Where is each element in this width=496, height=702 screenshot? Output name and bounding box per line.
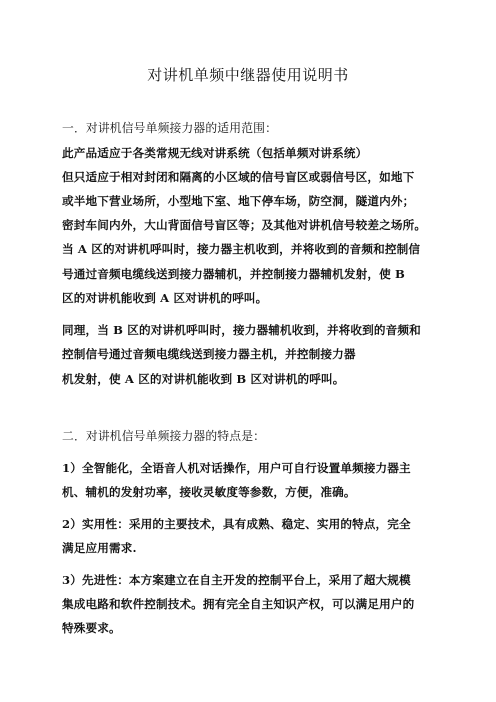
section1-line: 同理，当 B 区的对讲机呼叫时，接力器辅机收到，并将收到的音频和	[62, 323, 421, 337]
section1-line: 当 A 区的对讲机呼叫时，接力器主机收到，并将收到的音频和控制信	[62, 242, 421, 256]
section1-line: 机发射，使 A 区的对讲机能收到 B 区对讲机的呼叫。	[62, 372, 345, 386]
section2-line: 满足应用需求.	[62, 541, 137, 555]
section2-line: 机、辅机的发射功率，接收灵敏度等参数，方便，准确。	[62, 485, 356, 499]
section1-heading: 一．对讲机信号单频接力器的适用范围：	[62, 121, 278, 135]
section1-line: 区的对讲机能收到 A 区对讲机的呼叫。	[62, 291, 268, 305]
section2-heading: 二．对讲机信号单频接力器的特点是：	[62, 429, 266, 443]
section1-line: 控制信号通过音频电缆线送到接力器主机，并控制接力器	[62, 347, 356, 361]
section2-line: 集成电路和软件控制技术。拥有完全自主知识产权，可以满足用户的	[62, 597, 415, 611]
section2-line: 3）先进性：本方案建立在自主开发的控制平台上，采用了超大规模	[62, 573, 411, 587]
section1-line: 密封车间内外，大山背面信号盲区等；及其他对讲机信号较差之场所。	[62, 218, 427, 232]
section1-line: 号通过音频电缆线送到接力器辅机，并控制接力器辅机发射，使 B	[62, 267, 405, 281]
section2-line: 2）实用性：采用的主要技术，具有成熟、稳定、实用的特点，完全	[62, 517, 411, 531]
section1-line: 或半地下营业场所，小型地下室、地下停车场，防空洞，隧道内外；	[62, 194, 415, 208]
section2-line: 特殊要求。	[62, 621, 121, 635]
section1-line: 此产品适应于各类常规无线对讲系统（包括单频对讲系统）	[62, 146, 368, 160]
section2-line: 1）全智能化，全语音人机对话操作，用户可自行设置单频接力器主	[62, 461, 411, 475]
document-title: 对讲机单频中继器使用说明书	[147, 66, 349, 84]
section1-line: 但只适应于相对封闭和隔离的小区域的信号盲区或弱信号区，如地下	[62, 170, 415, 184]
